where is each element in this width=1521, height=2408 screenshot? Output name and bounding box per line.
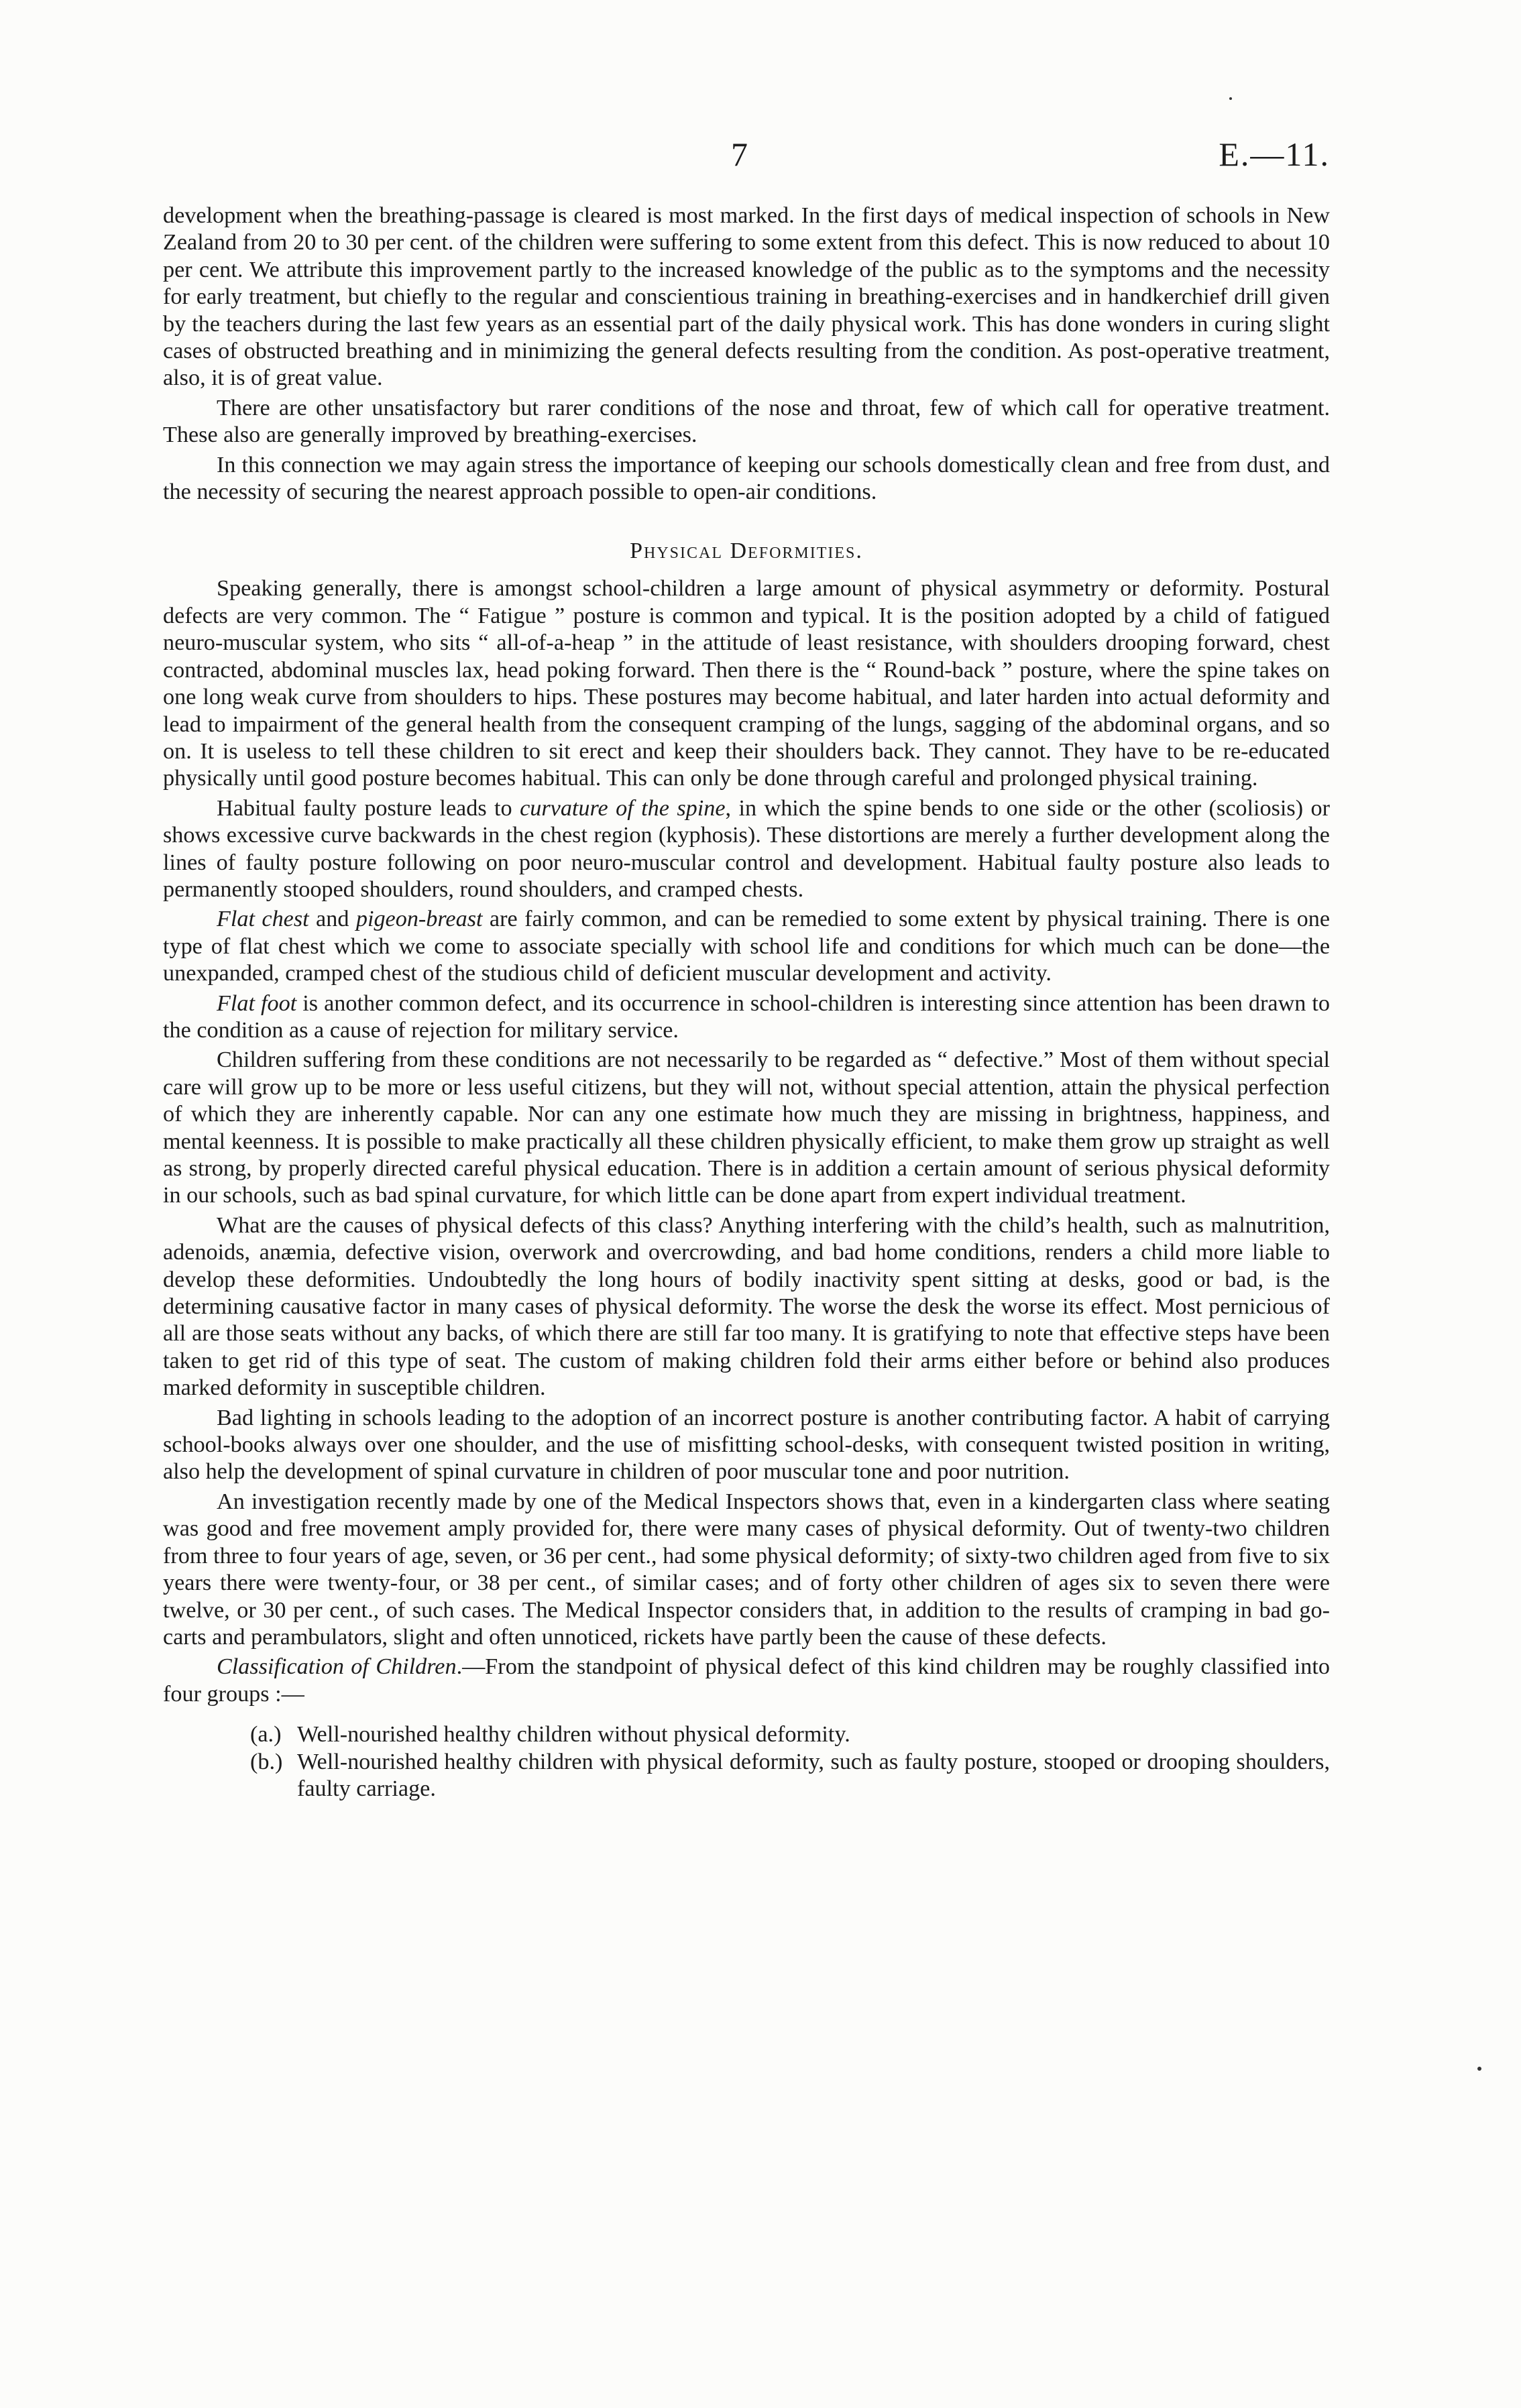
paragraph-investigation: An investigation recently made by one of the Medical Inspectors shows that, even in a kindergarten class where seating was good and free movement amply provided for, there were many cases of physical deformity. Out of twenty-two children from three to four years of age, seven, or 36 per cent., had some physical deformity; of sixty-two children aged from five to six years there were twenty-four, or 38 per cent., of similar cases; and of forty other children of ages six to seven there were twelve, or 30 per cent., of such cases. The Medical Inspector considers that, in addition to the results of cramping in bad go-carts and perambulators, slight and often unnoticed, rickets have partly been the cause of these defects.: [163, 1489, 1330, 1650]
margin-dot: [1477, 2067, 1481, 2071]
text-run: and: [308, 907, 356, 932]
paragraph-postural-defects: Speaking generally, there is amongst school-children a large amount of physical asymmetry or deformity. Postural defects are very common. The “ Fatigue ” posture is common and typical. It is the position adopted by a child of fatigued neuro-muscular system, who sits “ all-of-a-heap ” in the attitude of least resistance, with shoulders drooping forward, chest contracted, abdominal muscles lax, head poking forward. Then there is the “ Round-back ” posture, where the spine takes on one long weak curve from shoulders to hips. These postures may become habitual, and later harden into actual deformity and lead to impairment of the general health from the consequent cramping of the lungs, sagging of the abdominal organs, and so on. It is useless to tell these children to sit erect and keep their shoulders back. They cannot. They have to be re-educated physically until good posture becomes habitual. This can only be done through careful and prolonged physical training.: [163, 576, 1330, 791]
text-run: Habitual faulty posture leads to: [217, 795, 520, 821]
page-header: [163, 134, 1330, 174]
list-item: [163, 1749, 1330, 1803]
paragraph-bad-lighting: Bad lighting in schools leading to the adoption of an incorrect posture is another contributing factor. A habit of carrying school-books always over one shoulder, and the use of misfitting school-desks, with consequent twisted position in writing, also help the development of spinal curvature in children of poor muscular tone and poor nutrition.: [163, 1405, 1330, 1485]
emphasis-term: pigeon-breast: [355, 907, 483, 932]
paragraph-flat-foot: [163, 990, 1330, 1045]
paragraph-causes: What are the causes of physical defects of this class? Anything interfering with the child’s health, such as malnutrition, adenoids, anæmia, defective vision, overwork and overcrowding, and bad home conditions, renders a child more liable to develop these deformities. Undoubtedly the long hours of bodily inactivity spent sitting at desks, good or bad, is the determining causative factor in many cases of physical deformity. The worse the desk the worse its effect. Most pernicious of all are those seats without any backs, of which there are still far too many. It is gratifying to note that effective steps have been taken to get rid of this type of seat. The custom of making children fold their arms either before or behind also produces marked deformity in susceptible children.: [163, 1212, 1330, 1401]
list-marker: (a.): [250, 1722, 282, 1747]
classification-list: [163, 1721, 1330, 1802]
paragraph-curvature: [163, 795, 1330, 904]
paragraph-nose-throat: There are other unsatisfactory but rarer conditions of the nose and throat, few of which call for operative treatment. These also are generally improved by breathing-exercises.: [163, 395, 1330, 448]
emphasis-term: Flat foot: [217, 990, 297, 1016]
text-run: , in which the spine bends to one side or the other (scoliosis) or shows excessive curve backwards in the chest region (kyphosis). These distortions are merely a further development along the lines of faulty posture following on poor neuro-muscular control and development. Habitual faulty posture also leads to permanently stooped shoulders, round shoulders, and cramped chests.: [163, 795, 1330, 902]
margin-dot: [1229, 97, 1232, 100]
page-number: 7: [731, 135, 748, 173]
paragraph-continuation: development when the breathing-passage is cleared is most marked. In the first days of medical inspection of schools in New Zealand from 20 to 30 per cent. of the children were suffering to some extent from this defect. This is now reduced to about 10 per cent. We attribute this improvement partly to the increased knowledge of the public as to the symptoms and the necessity for early treatment, but chiefly to the regular and conscientious training in breathing-exercises and in handkerchief drill given by the teachers during the last few years as an essential part of the daily physical work. This has done wonders in curing slight cases of obstructed breathing and in minimizing the general defects resulting from the condition. As post-operative treatment, also, it is of great value.: [163, 203, 1330, 391]
emphasis-term: Flat chest: [217, 907, 309, 932]
paragraph-school-cleanliness: In this connection we may again stress the importance of keeping our schools domestically clean and free from dust, and the necessity of securing the nearest approach possible to open-air conditions.: [163, 452, 1330, 505]
section-heading: Physical Deformities.: [630, 538, 863, 564]
list-item-text: Well-nourished healthy children with physical deformity, such as faulty posture, stooped or drooping shoulders, faulty carriage.: [297, 1749, 1330, 1801]
paragraph-flat-chest: [163, 906, 1330, 987]
emphasis-term: Classification of Children: [217, 1654, 457, 1680]
paragraph-defective-children: Children suffering from these conditions are not necessarily to be regarded as “ defective.” Most of them without special care will grow up to be more or less useful citizens, but they will not, without special attention, attain the physical perfection of which they are inherently capable. Nor can any one estimate how much they are missing in brightness, happiness, and mental keenness. It is possible to make practically all these children physically efficient, to make them grow up straight as well as strong, by properly directed careful physical education. There is in addition a certain amount of serious physical deformity in our schools, such as bad spinal curvature, for which little can be done apart from expert individual treatment.: [163, 1047, 1330, 1208]
list-item: [163, 1721, 1330, 1748]
paragraph-classification: [163, 1654, 1330, 1708]
text-run: .—From the standpoint of physical defect of this kind children may be roughly classified into four groups :—: [163, 1654, 1330, 1707]
list-item-text: Well-nourished healthy children without physical deformity.: [297, 1722, 850, 1747]
text-run: are fairly common, and can be remedied to some extent by physical training. There is one type of flat chest which we come to associate specially with school life and conditions for which much can be done—the unexpanded, cramped chest of the studious child of deficient muscular development and activity.: [163, 907, 1330, 986]
body-text: [163, 203, 1330, 1802]
text-run: is another common defect, and its occurrence in school-children is interesting since attention has been drawn to the condition as a cause of rejection for military service.: [163, 990, 1330, 1043]
list-marker: (b.): [250, 1749, 283, 1774]
document-reference: E.—11.: [1219, 135, 1330, 173]
emphasis-term: curvature of the spine: [520, 795, 726, 821]
